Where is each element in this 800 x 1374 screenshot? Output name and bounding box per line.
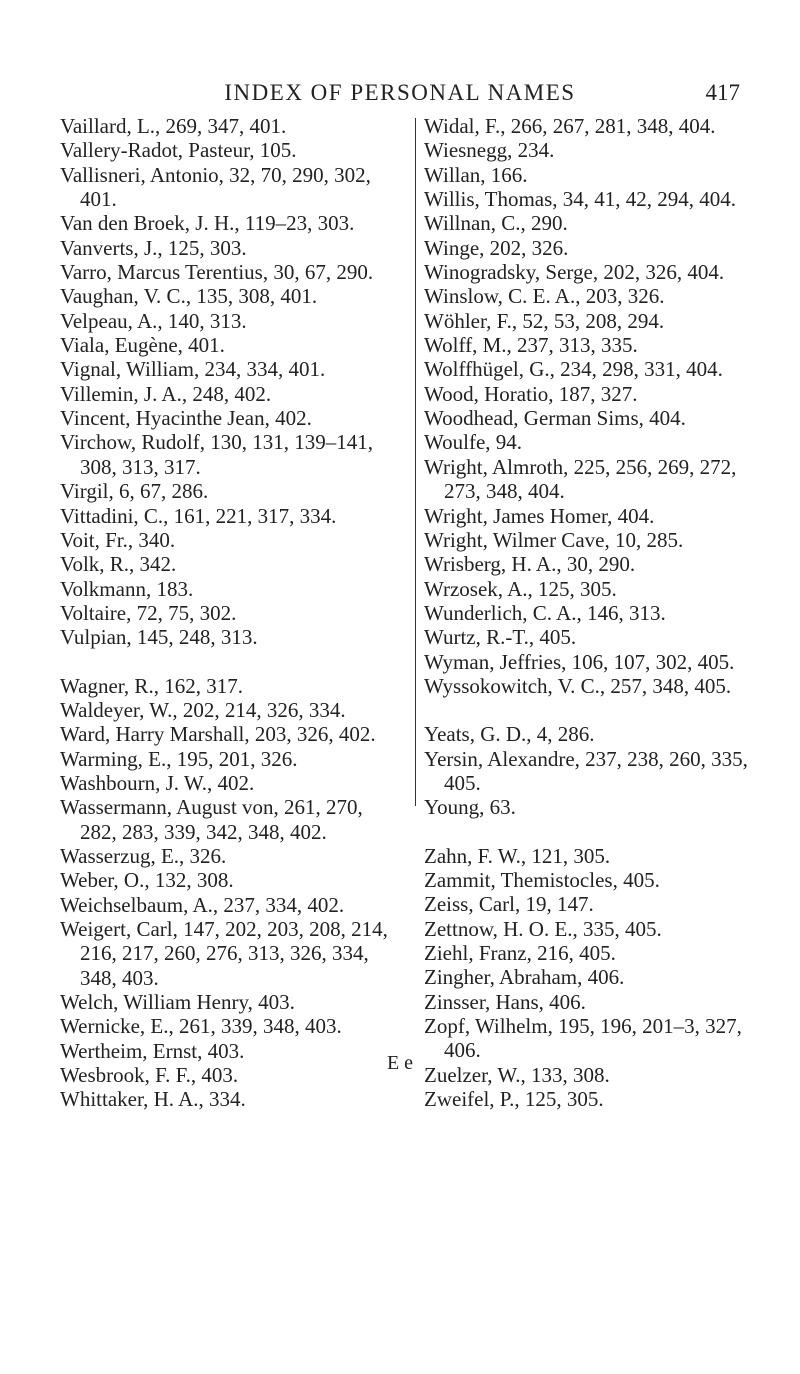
index-entry: Vulpian, 145, 248, 313. (60, 625, 258, 650)
index-entry: Volkmann, 183. (60, 576, 194, 601)
index-entry: Vaughan, V. C., 135, 308, 401. (60, 284, 318, 309)
page-header (60, 80, 740, 114)
index-entry: Willan, 166. (424, 162, 528, 187)
index-entry: Wrzosek, A., 125, 305. (424, 576, 617, 601)
index-entry: Vignal, William, 234, 334, 401. (60, 357, 326, 382)
page-number: 417 (705, 80, 740, 105)
index-entry: Weichselbaum, A., 237, 334, 402. (60, 892, 345, 917)
index-entry: Waldeyer, W., 202, 214, 326, 334. (60, 697, 346, 722)
index-entry: Wunderlich, C. A., 146, 313. (424, 600, 666, 625)
index-entry: Velpeau, A., 140, 313. (60, 308, 247, 333)
index-entry: Wyssokowitch, V. C., 257, 348, 405. (424, 673, 732, 698)
index-entry: Vincent, Hyacinthe Jean, 402. (60, 406, 312, 431)
index-entry: Young, 63. (424, 795, 516, 820)
index-entry: Wyman, Jeffries, 106, 107, 302, 405. (424, 649, 735, 674)
index-entry: Winogradsky, Serge, 202, 326, 404. (424, 260, 725, 285)
signature-mark: E e (386, 1052, 414, 1074)
index-entry: Virchow, Rudolf, 130, 131, 139–141, 308, 313, 317. (60, 430, 373, 479)
index-entry: Wagner, R., 162, 317. (60, 673, 243, 698)
index-entry: Wernicke, E., 261, 339, 348, 403. (60, 1014, 342, 1039)
index-entry: Zettnow, H. O. E., 335, 405. (424, 916, 662, 941)
index-entry: Yeats, G. D., 4, 286. (424, 722, 595, 747)
index-entry: Varro, Marcus Terentius, 30, 67, 290. (60, 260, 374, 285)
index-entry: Wesbrook, F. F., 403. (60, 1063, 239, 1088)
index-entry: Woodhead, German Sims, 404. (424, 406, 686, 431)
index-entry: Vanverts, J., 125, 303. (60, 235, 247, 260)
index-column-left (60, 114, 392, 1112)
index-entry: Wurtz, R.-T., 405. (424, 625, 577, 650)
index-entry: Vallery-Radot, Pasteur, 105. (60, 138, 297, 163)
index-entry: Wolffhügel, G., 234, 298, 331, 404. (424, 357, 723, 382)
index-entry: Woulfe, 94. (424, 430, 523, 455)
page-title: INDEX OF PERSONAL NAMES (224, 80, 576, 105)
index-column-right (424, 114, 756, 1111)
index-letter-group (60, 674, 392, 1112)
index-entry: Wrisberg, H. A., 30, 290. (424, 552, 636, 577)
index-entry: Voit, Fr., 340. (60, 527, 176, 552)
index-entry: Vittadini, C., 161, 221, 317, 334. (60, 503, 337, 528)
index-entry: Zuelzer, W., 133, 308. (424, 1062, 610, 1087)
index-entry: Ziehl, Franz, 216, 405. (424, 941, 616, 965)
index-entry: Zammit, Themistocles, 405. (424, 867, 660, 892)
index-entry: Widal, F., 266, 267, 281, 348, 404. (424, 114, 716, 138)
index-entry: Zingher, Abraham, 406. (424, 965, 625, 990)
index-entry: Winslow, C. E. A., 203, 326. (424, 284, 665, 309)
index-letter-group (424, 722, 756, 819)
index-entry: Welch, William Henry, 403. (60, 990, 295, 1015)
index-entry: Warming, E., 195, 201, 326. (60, 746, 298, 771)
index-letter-group (424, 114, 756, 698)
index-entry: Wright, James Homer, 404. (424, 503, 655, 528)
column-divider (415, 118, 416, 806)
index-entry: Zinsser, Hans, 406. (424, 989, 586, 1014)
index-entry: Viala, Eugène, 401. (60, 333, 225, 358)
index-entry: Wertheim, Ernst, 403. (60, 1038, 245, 1063)
index-entry: Zopf, Wilhelm, 195, 196, 201–3, 327, 406. (424, 1014, 742, 1063)
index-entry: Yersin, Alexandre, 237, 238, 260, 335, 405. (424, 746, 748, 795)
index-entry: Wright, Wilmer Cave, 10, 285. (424, 527, 684, 552)
index-entry: Weber, O., 132, 308. (60, 868, 234, 893)
index-entry: Zahn, F. W., 121, 305. (424, 843, 611, 868)
index-entry: Villemin, J. A., 248, 402. (60, 381, 272, 406)
index-entry: Wiesnegg, 234. (424, 138, 555, 163)
index-entry: Wright, Almroth, 225, 256, 269, 272, 273, 348, 404. (424, 454, 737, 504)
index-entry: Ward, Harry Marshall, 203, 326, 402. (60, 722, 376, 747)
index-letter-group (60, 114, 392, 650)
index-entry: Whittaker, H. A., 334. (60, 1087, 246, 1112)
index-entry: Wasserzug, E., 326. (60, 843, 227, 868)
index-entry: Vaillard, L., 269, 347, 401. (60, 114, 287, 138)
index-entry: Zweifel, P., 125, 305. (424, 1087, 604, 1112)
index-entry: Volk, R., 342. (60, 552, 177, 577)
index-entry: Wöhler, F., 52, 53, 208, 294. (424, 308, 665, 333)
index-entry: Voltaire, 72, 75, 302. (60, 600, 237, 625)
index-entry: Weigert, Carl, 147, 202, 203, 208, 214, 216, 217, 260, 276, 313, 326, 334, 348, 403. (60, 917, 388, 990)
index-entry: Winge, 202, 326. (424, 235, 569, 260)
index-entry: Wood, Horatio, 187, 327. (424, 381, 638, 406)
index-entry: Willis, Thomas, 34, 41, 42, 294, 404. (424, 187, 737, 212)
index-entry: Wolff, M., 237, 313, 335. (424, 333, 638, 358)
index-entry: Washbourn, J. W., 402. (60, 770, 255, 795)
index-entry: Willnan, C., 290. (424, 211, 568, 236)
index-entry: Virgil, 6, 67, 286. (60, 479, 209, 504)
index-entry: Zeiss, Carl, 19, 147. (424, 892, 594, 917)
index-entry: Van den Broek, J. H., 119–23, 303. (60, 211, 355, 236)
index-entry: Vallisneri, Antonio, 32, 70, 290, 302, 401. (60, 162, 371, 212)
index-entry: Wassermann, August von, 261, 270, 282, 283, 339, 342, 348, 402. (60, 795, 363, 844)
